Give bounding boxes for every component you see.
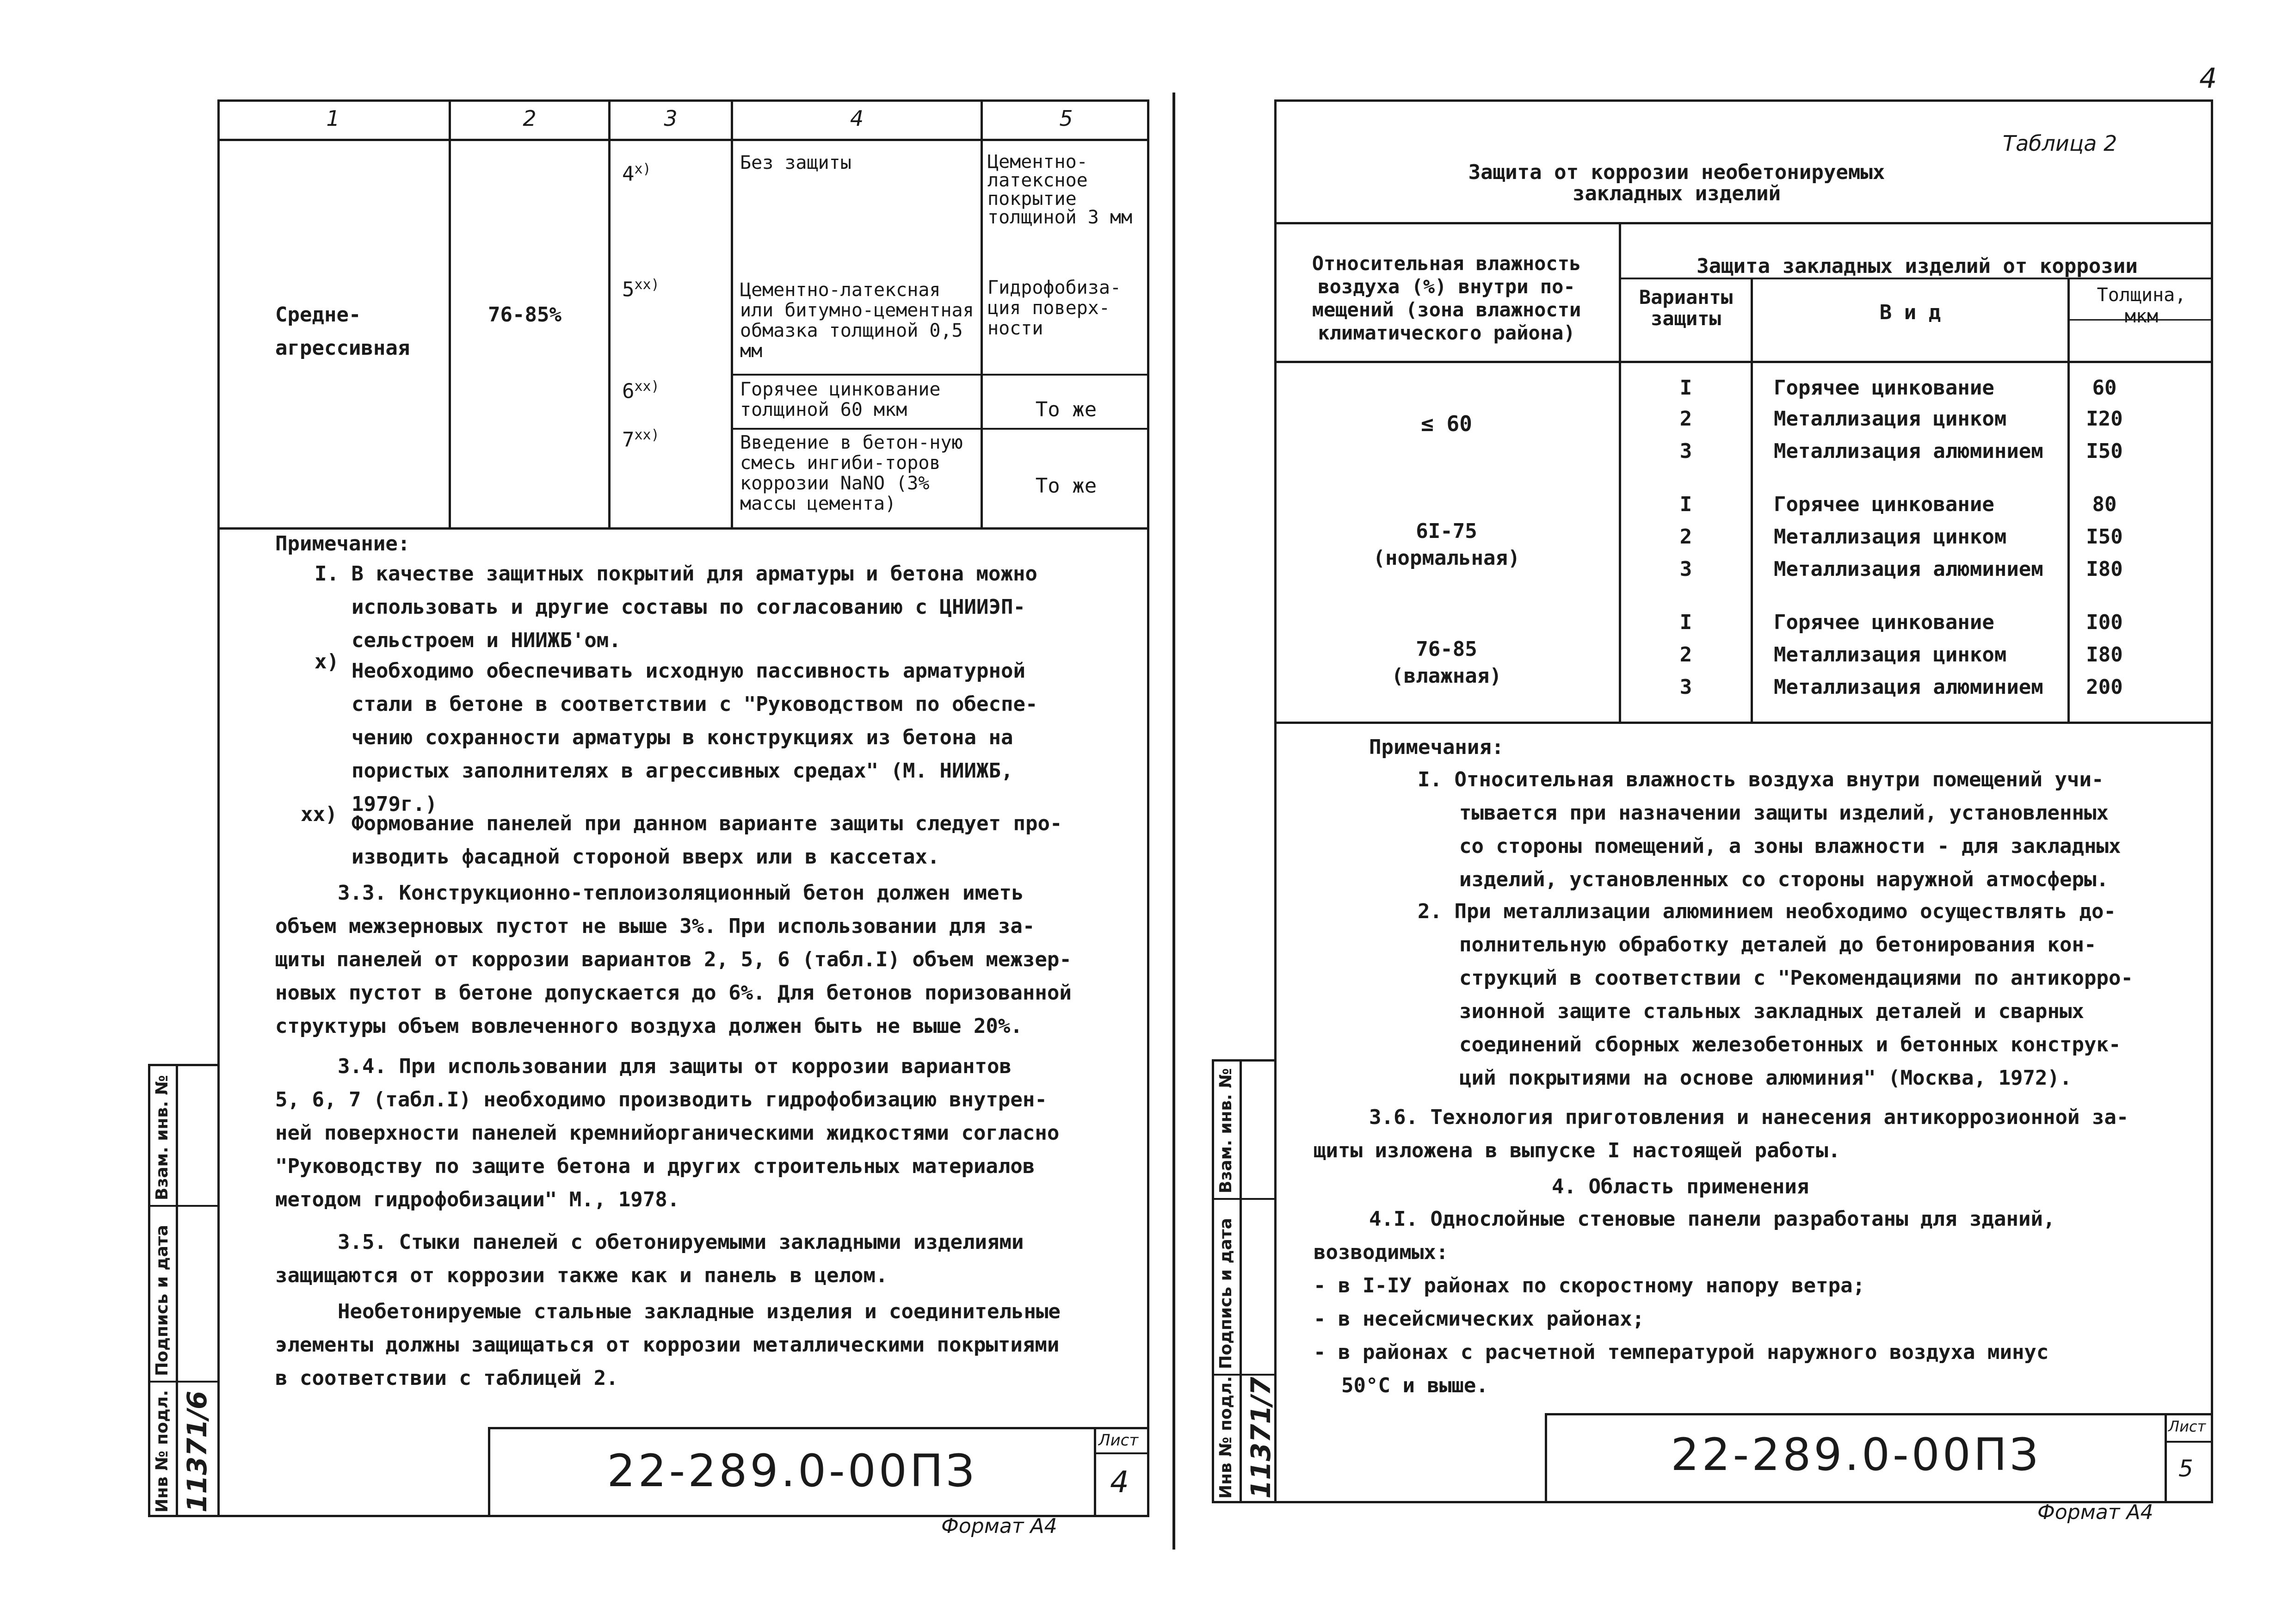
text-line: новых пустот в бетоне допускается до 6%. Для бетонов поризованной — [275, 981, 1072, 1005]
t2-kind: Горячее цинкование — [1774, 611, 1994, 634]
variant-mark: xx) — [634, 378, 660, 395]
text-line: ≤ 60 — [1421, 411, 1472, 436]
left-stamp-div — [1094, 1427, 1096, 1517]
t2-thickness: I50 — [2086, 439, 2123, 463]
surface-5: Гидрофобиза-ция поверх-ности — [987, 277, 1121, 339]
text-line: ций покрытиями на основе алюминия" (Москва, 1972). — [1459, 1066, 2072, 1090]
t2-sub-kind: В и д — [1879, 301, 1941, 324]
text-line: 3.3. Конструкционно-теплоизоляционный бетон должен иметь — [338, 881, 1024, 905]
text-line: (влажная) — [1391, 664, 1502, 688]
right-format: Формат А4 — [2037, 1501, 2153, 1524]
right-sheet-number: 5 — [2178, 1455, 2193, 1482]
left-stamp-sheet-line — [1094, 1452, 1149, 1454]
variant-7 — [622, 419, 660, 457]
left-margin-sep2 — [148, 1381, 217, 1383]
paragraph-3-5-cont — [275, 1295, 1061, 1395]
t2-kind: Металлизация цинком — [1774, 643, 2007, 667]
table-title — [1274, 162, 2079, 204]
t2-sub-thickness — [2070, 284, 2213, 327]
text-line: (нормальная) — [1373, 546, 1520, 570]
paragraph-3-5 — [275, 1226, 1024, 1292]
left-note-title: Примечание: — [275, 532, 410, 556]
right-inv-orig-label: Инв № подл. — [1216, 1376, 1235, 1499]
text-line: возводимых: — [1314, 1241, 1449, 1264]
t2-kind: Металлизация цинком — [1774, 525, 2007, 549]
variant-mark: xx) — [634, 277, 660, 293]
text-line: 3.4. При использовании для защиты от коррозии вариантов — [338, 1055, 1012, 1078]
bullet-item: - в I-IУ районах по скоростному напору ветра; — [1314, 1274, 1865, 1297]
text-line: соединений сборных железобетонных и бетонных конструк- — [1459, 1033, 2121, 1056]
surface-6: То же — [1035, 398, 1097, 421]
left-table-header-line — [217, 139, 1149, 141]
right-sheet-label: Лист — [2168, 1418, 2206, 1435]
t2-col-sep-2 — [1751, 278, 1753, 724]
t2-variant: 3 — [1679, 557, 1692, 581]
paragraph-3-3 — [275, 877, 1072, 1043]
text-line: 2. При металлизации алюминием необходимо осуществлять до- — [1418, 900, 2116, 923]
t2-thickness: I00 — [2086, 611, 2123, 634]
t2-variant: 2 — [1679, 643, 1692, 667]
protection-5: Цементно-латексная или битумно-цементная обмазка толщиной 0,5 мм — [740, 279, 974, 362]
text-line: зионной защите стальных закладных деталей и сварных — [1459, 1000, 2085, 1023]
left-inv-orig-label: Инв № подл. — [153, 1390, 172, 1513]
t2-kind: Горячее цинкование — [1774, 493, 1994, 516]
t2-kind: Металлизация алюминием — [1774, 675, 2043, 699]
text-line: 76-85 — [1416, 637, 1477, 661]
left-doc-code: 22-289.0-00ПЗ — [607, 1445, 977, 1497]
text-line: Варианты — [1639, 286, 1733, 309]
right-note-2 — [1418, 895, 2133, 1095]
right-margin-outer — [1212, 1059, 1214, 1503]
humidity-group-3 — [1277, 636, 1616, 690]
t2-variant: I — [1679, 376, 1692, 400]
t2-variant: I — [1679, 611, 1692, 634]
table-label: Таблица 2 — [2003, 131, 2117, 156]
right-inv-repl-label: Взам. инв. № — [1216, 1068, 1235, 1193]
text-line: Относительная влажность — [1312, 252, 1581, 275]
text-line: в соответствии с таблицей 2. — [275, 1366, 618, 1390]
text-line: стали в бетоне в соответствии с "Руководством по обеспе- — [352, 692, 1038, 716]
t2-group-header: Защита закладных изделий от коррозии — [1697, 254, 2138, 278]
t2-sub-variant — [1621, 287, 1751, 329]
text-line: мкм — [2124, 306, 2159, 327]
left-margin-bottom — [148, 1515, 217, 1517]
right-stamp-top — [1545, 1413, 2213, 1415]
t2-variant: 3 — [1679, 675, 1692, 699]
text-line: 6I-75 — [1416, 519, 1477, 543]
text-line: тывается при назначении защиты изделий, установленных — [1459, 801, 2109, 825]
text-line: Необетонируемые стальные закладные изделия и соединительные — [338, 1300, 1061, 1323]
paragraph-4-1 — [1314, 1203, 2055, 1402]
left-margin-top — [148, 1064, 217, 1066]
variant-num: 5 — [622, 278, 635, 302]
surface-4: Цементно-латексное покрытие толщиной 3 мм — [987, 151, 1133, 228]
right-margin-sep1 — [1212, 1198, 1274, 1200]
text-line: защиты — [1651, 307, 1721, 330]
text-line: воздуха (%) внутри по- — [1318, 275, 1575, 298]
variant-6 — [622, 370, 660, 408]
t2-top-line — [1274, 222, 2213, 224]
left-inv-repl-label: Взам. инв. № — [153, 1075, 172, 1200]
text-line: элементы должны защищаться от коррозии металлическими покрытиями — [275, 1333, 1060, 1357]
variant-mark: xx) — [634, 427, 660, 443]
text-line: полнительную обработку деталей до бетонирования кон- — [1459, 933, 2097, 957]
right-notes-title: Примечания: — [1369, 735, 1504, 759]
left-col-sep-2 — [608, 99, 611, 530]
col-header-1: 1 — [326, 106, 340, 131]
left-row-sep-2 — [731, 428, 1149, 430]
t2-thickness: I80 — [2086, 643, 2123, 667]
text-line: использовать и другие составы по согласованию с ЦНИИЭП- — [352, 595, 1025, 619]
t2-kind: Металлизация алюминием — [1774, 557, 2043, 581]
variant-5 — [622, 268, 660, 307]
left-margin-mid — [176, 1064, 178, 1517]
left-note-x — [352, 655, 1037, 821]
left-col-sep-1 — [449, 99, 451, 530]
left-row-sep-1 — [731, 374, 1149, 376]
text-line: сельстроем и НИИЖБ'ом. — [352, 629, 621, 652]
t2-kind: Горячее цинкование — [1774, 376, 1994, 400]
text-line: защищаются от коррозии также как и панель в целом. — [275, 1264, 888, 1287]
t2-variant: 2 — [1679, 525, 1692, 549]
protection-7: Введение в бетон-ную смесь ингиби-торов коррозии NaNO (3% массы цемента) — [740, 432, 963, 514]
left-stamp-top — [488, 1427, 1149, 1429]
humidity-group-2 — [1277, 518, 1616, 572]
col-header-2: 2 — [523, 106, 537, 131]
note-x-mark: x) — [315, 650, 339, 673]
right-doc-code: 22-289.0-00ПЗ — [1671, 1429, 2041, 1481]
text-line: I. В качестве защитных покрытий для арматуры и бетона можно — [315, 562, 1037, 586]
t2-kind: Металлизация алюминием — [1774, 439, 2043, 463]
text-line: Формование панелей при данном варианте защиты следует про- — [352, 812, 1062, 835]
page-divider — [1172, 93, 1175, 1550]
text-line: изводить фасадной стороной вверх или в кассетах. — [352, 845, 940, 869]
bullet-item: - в несейсмических районах; — [1314, 1307, 1645, 1331]
left-note-xx — [352, 807, 1062, 874]
t2-kind: Металлизация цинком — [1774, 407, 2007, 431]
variant-4 — [622, 153, 651, 191]
variant-num: 7 — [622, 428, 635, 452]
col-header-3: 3 — [664, 106, 678, 131]
t2-thickness: I50 — [2086, 525, 2123, 549]
right-stamp-div — [2165, 1413, 2167, 1503]
left-note-1 — [315, 557, 1037, 657]
corner-mark: 4 — [2199, 62, 2217, 95]
left-sign-date-label: Подпись и дата — [153, 1225, 172, 1376]
variant-mark: x) — [634, 161, 651, 177]
text-line: Толщина, — [2097, 284, 2186, 306]
t2-variant: 2 — [1679, 407, 1692, 431]
text-line: 3.6. Технология приготовления и нанесения антикоррозионной за- — [1369, 1105, 2129, 1129]
text-line: ней поверхности панелей кремнийорганическими жидкостями согласно — [275, 1121, 1060, 1145]
text-line: щиты изложена в выпуске I настоящей работы. — [1314, 1139, 1841, 1162]
text-line: 4.I. Однослойные стеновые панели разработаны для зданий, — [1369, 1207, 2055, 1231]
variant-num: 4 — [622, 162, 635, 186]
text-line: изделий, установленных со стороны наружной атмосферы. — [1459, 868, 2109, 891]
text-line: климатического района) — [1318, 321, 1575, 344]
col-header-5: 5 — [1059, 106, 1073, 131]
text-line: объем межзерновых пустот не выше 3%. При использовании для за- — [275, 914, 1035, 938]
protection-6: Горячее цинкование толщиной 60 мкм — [740, 379, 941, 420]
paragraph-3-4 — [275, 1050, 1059, 1216]
t2-variant: 3 — [1679, 439, 1692, 463]
right-margin-bottom — [1212, 1501, 1274, 1503]
t2-variant: I — [1679, 493, 1692, 516]
text-line: Защита от коррозии необетонируемых — [1468, 161, 1885, 184]
t2-bottom-line — [1274, 722, 2213, 724]
t2-thickness: 80 — [2092, 493, 2117, 516]
text-line: I. Относительная влажность воздуха внутри помещений учи- — [1418, 768, 2104, 791]
left-format: Формат А4 — [941, 1514, 1057, 1538]
right-note-1 — [1418, 763, 2121, 896]
text-line: пористых заполнителях в агрессивных средах" (М. НИИЖБ, — [352, 759, 1013, 783]
aggressiveness-cell: Средне-агрессивная — [275, 303, 410, 360]
section-4-title: 4. Область применения — [1552, 1175, 1809, 1198]
bullet-item: - в районах с расчетной температурой наружного воздуха минус — [1314, 1340, 2049, 1364]
text-line: со стороны помещений, а зоны влажности - для закладных — [1459, 834, 2121, 858]
left-sheet-label: Лист — [1098, 1431, 1139, 1450]
t2-thickness: I80 — [2086, 557, 2123, 581]
text-line: закладных изделий — [1572, 182, 1781, 205]
right-stamp-sheet-line — [2165, 1441, 2213, 1443]
humidity-cell: 76-85% — [488, 303, 561, 327]
left-sheet-number: 4 — [1110, 1465, 1129, 1500]
text-line: "Руководству по защите бетона и других строительных материалов — [275, 1155, 1035, 1178]
t2-thickness: 60 — [2092, 376, 2117, 400]
variant-num: 6 — [622, 379, 635, 403]
t2-thickness: I20 — [2086, 407, 2123, 431]
note-xx-mark: xx) — [301, 803, 338, 826]
text-line: мещений (зона влажности — [1312, 298, 1581, 321]
left-margin-outer — [148, 1064, 150, 1517]
text-line: 3.5. Стыки панелей с обетонируемыми закладными изделиями — [338, 1230, 1024, 1254]
right-margin-sep2 — [1212, 1374, 1274, 1376]
text-line: 5, 6, 7 (табл.I) необходимо производить гидрофобизацию внутрен- — [275, 1088, 1047, 1111]
col-header-4: 4 — [850, 106, 864, 131]
left-col-sep-3 — [731, 99, 733, 530]
t2-header-line — [1274, 361, 2213, 363]
protection-4: Без защиты — [740, 152, 851, 173]
humidity-group-1 — [1277, 407, 1616, 440]
right-margin-top — [1212, 1059, 1274, 1062]
surface-7: То же — [1035, 474, 1097, 498]
t2-col1-header — [1277, 252, 1616, 345]
text-line: Необходимо обеспечивать исходную пассивность арматурной — [352, 659, 1025, 683]
text-line: 1979г.) — [352, 792, 438, 816]
bullet-continuation: 50°С и выше. — [1341, 1374, 1488, 1397]
left-margin-sep1 — [148, 1205, 217, 1207]
right-inv-number: 11371/7 — [1245, 1377, 1277, 1499]
text-line: чению сохранности арматуры в конструкциях из бетона на — [352, 726, 1013, 749]
text-line: структуры объем вовлеченного воздуха должен быть не выше 20%. — [275, 1014, 1023, 1038]
text-line: щиты панелей от коррозии вариантов 2, 5, 6 (табл.I) объем межзер- — [275, 948, 1072, 971]
paragraph-3-6 — [1314, 1101, 2128, 1167]
right-sign-date-label: Подпись и дата — [1216, 1218, 1235, 1369]
left-inv-number: 11371/6 — [181, 1390, 213, 1513]
left-col-sep-4 — [981, 99, 983, 530]
t2-thickness: 200 — [2086, 675, 2123, 699]
text-line: методом гидрофобизации" М., 1978. — [275, 1188, 680, 1211]
text-line: струкций в соответствии с "Рекомендациями по антикорро- — [1459, 966, 2133, 990]
right-margin-mid — [1240, 1059, 1242, 1503]
